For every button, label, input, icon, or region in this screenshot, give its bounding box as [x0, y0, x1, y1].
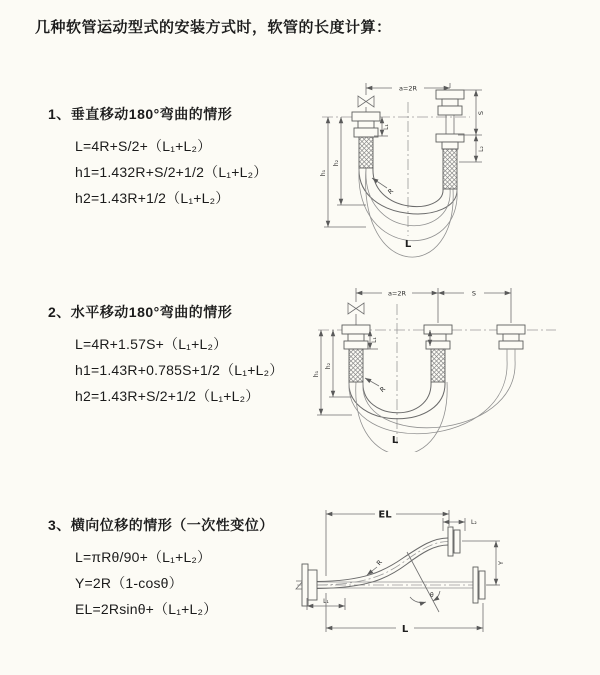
braid-hatch	[359, 137, 373, 168]
dim-label-l1: L₁	[371, 337, 378, 343]
dim-label-r: R	[374, 558, 384, 568]
dim-label-l: L	[401, 624, 409, 635]
dim-label-l: L	[391, 435, 399, 446]
valve-icon	[348, 303, 364, 325]
displaced-flange-fitting	[448, 527, 460, 556]
valve-icon	[358, 96, 374, 112]
middle-flange-fitting	[424, 325, 452, 382]
dim-el	[326, 510, 449, 577]
dim-label-l: L	[404, 239, 412, 250]
dim-label-theta: θ	[430, 592, 434, 599]
formula-line: h1=1.432R+S/2+1/2（L₁+L₂）	[75, 164, 268, 180]
diagram-lateral-displacement	[293, 498, 598, 645]
formula-line: Y=2R（1-cosθ）	[75, 575, 183, 591]
formula-line: L=πRθ/90+（L₁+L₂）	[75, 549, 212, 565]
section-3-formulas	[75, 544, 274, 622]
left-flange-fitting	[352, 112, 380, 168]
displaced-flange-fitting	[497, 325, 525, 360]
diagram-vertical-180-bend	[308, 74, 598, 264]
formula-line: h2=1.43R+S/2+1/2（L₁+L₂）	[75, 388, 260, 404]
dim-label-h2: h₂	[333, 159, 340, 167]
dim-label-h2: h₂	[325, 362, 332, 370]
braid-hatch	[443, 149, 457, 189]
dim-a2r-s	[356, 288, 511, 323]
section-1	[48, 104, 267, 211]
left-flange-fitting	[342, 325, 370, 382]
diagram-horizontal-180-bend	[306, 280, 598, 452]
dim-l	[326, 593, 483, 635]
braid-hatch	[431, 349, 445, 382]
dim-label-y: Y	[497, 561, 505, 565]
dim-label-r: R	[378, 384, 388, 394]
dim-label-l2: L₂	[471, 519, 477, 526]
dim-label-h1: h₁	[320, 169, 327, 177]
section-2-formulas	[75, 331, 283, 409]
dim-label-a2r: a=2R	[398, 84, 418, 93]
radius-leader	[365, 378, 387, 394]
dim-s-l2	[458, 90, 485, 162]
formula-line: EL=2Rsinθ+（L₁+L₂）	[75, 601, 218, 617]
section-2	[48, 302, 283, 409]
dim-label-l1: L₁	[383, 124, 390, 130]
section-2-heading: 2、水平移动180°弯曲的情形	[48, 304, 233, 320]
dim-label-l2: L₂	[478, 146, 485, 152]
right-flange-fitting	[473, 567, 485, 603]
radius-leader	[372, 178, 395, 196]
section-3-heading: 3、横向位移的情形（一次性变位）	[48, 517, 274, 533]
dim-label-h1: h₁	[313, 370, 320, 378]
page-title: 几种软管运动型式的安装方式时，软管的长度计算：	[35, 19, 392, 36]
formula-line: L=4R+S/2+（L₁+L₂）	[75, 138, 212, 154]
formula-line: h1=1.43R+0.785S+1/2（L₁+L₂）	[75, 362, 284, 378]
left-flange-fitting	[302, 564, 317, 606]
section-1-formulas	[75, 133, 267, 211]
formula-line: L=4R+1.57S+（L₁+L₂）	[75, 336, 228, 352]
dim-label-l1: L₁	[323, 598, 329, 605]
dim-label-s: S	[477, 110, 485, 116]
section-1-heading: 1、垂直移动180°弯曲的情形	[48, 106, 233, 122]
dim-label-a2r: a=2R	[387, 289, 407, 298]
dim-label-r: R	[386, 186, 396, 196]
braid-hatch	[349, 349, 363, 382]
formula-line: h2=1.43R+1/2（L₁+L₂）	[75, 190, 230, 206]
right-flange-fitting	[436, 90, 464, 189]
section-3	[48, 515, 274, 622]
dim-label-s: S	[471, 289, 477, 298]
dim-label-el: EL	[378, 509, 392, 521]
